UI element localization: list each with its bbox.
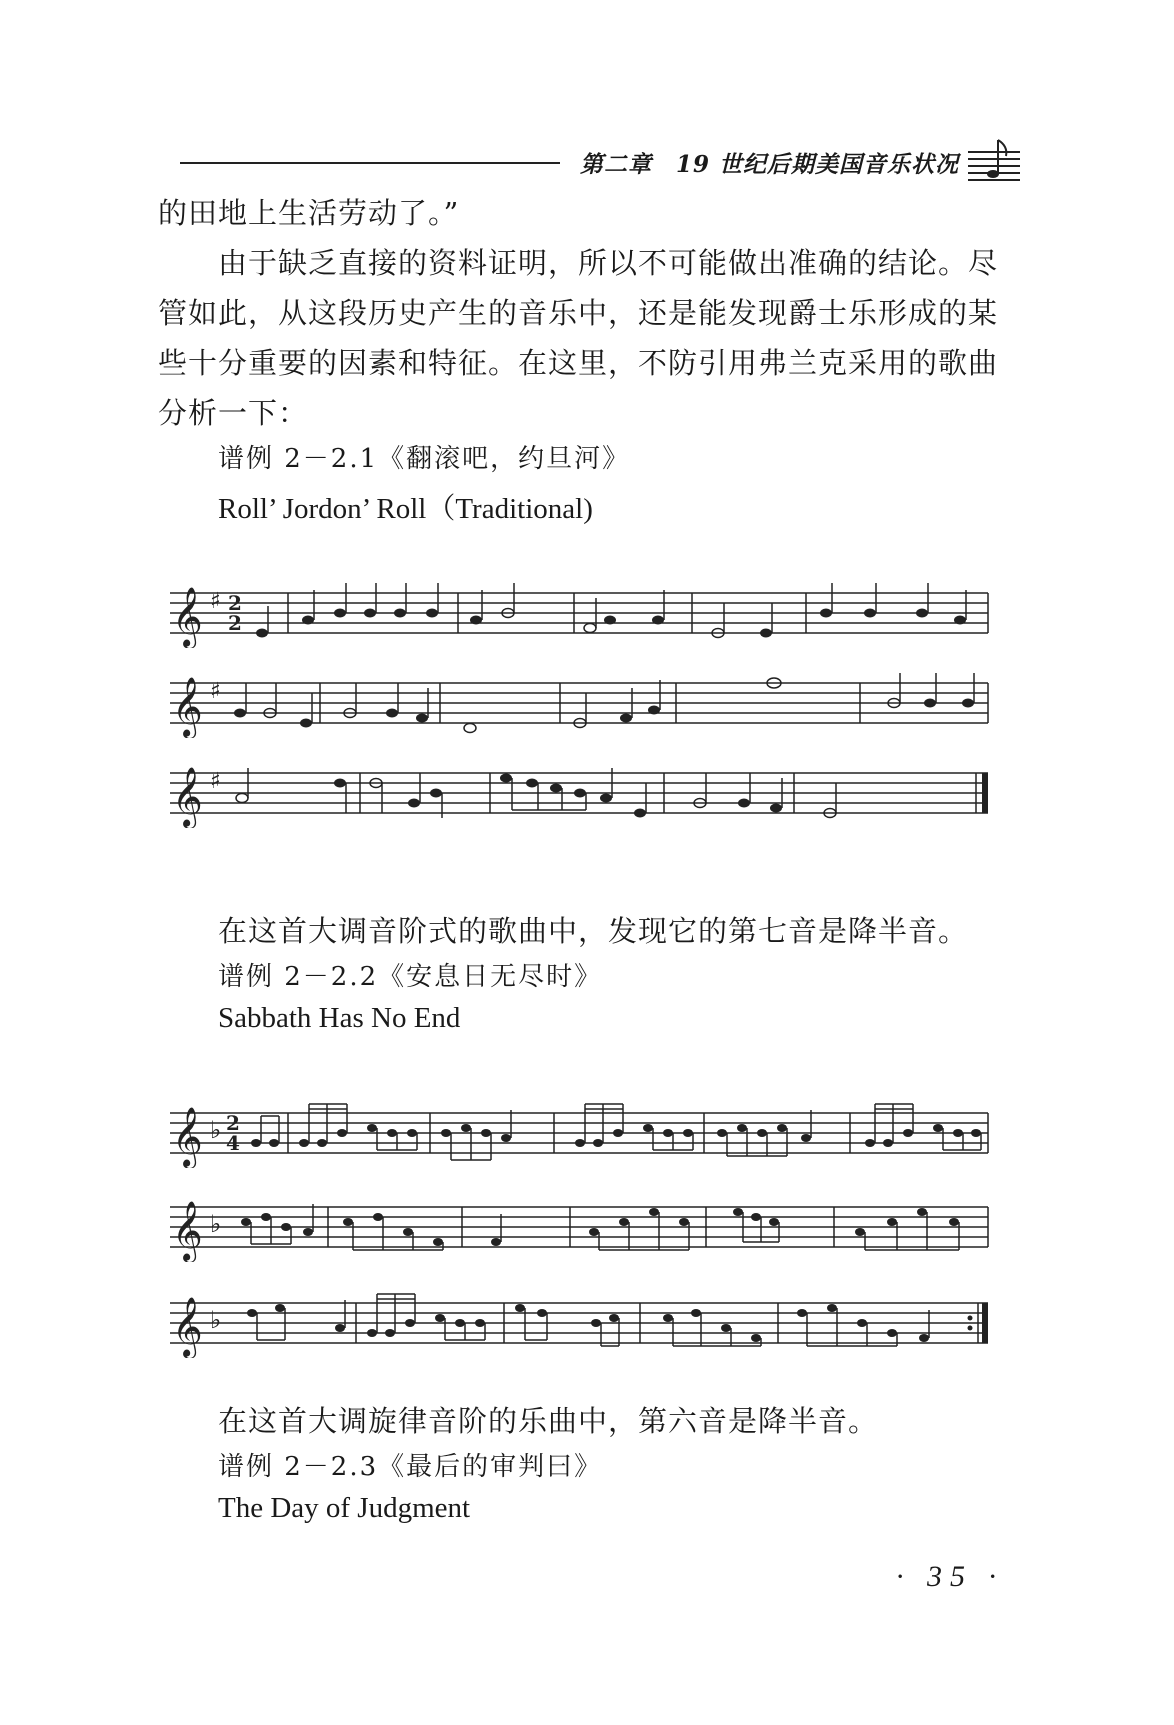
paragraph-line: 些十分重要的因素和特征。在这里，不防引用弗兰克采用的歌曲: [158, 346, 999, 380]
music-staff: [170, 1098, 1000, 1168]
svg-text:♭: ♭: [210, 1116, 222, 1144]
example-caption: 谱例 2－2.2《安息日无尽时》: [218, 962, 603, 992]
example-caption: 谱例 2－2.3《最后的审判曰》: [218, 1452, 603, 1482]
svg-text:♭: ♭: [210, 1210, 222, 1238]
example-caption: 谱例 2－2.1《翻滚吧，约旦河》: [218, 444, 631, 474]
svg-text:♯: ♯: [210, 769, 221, 794]
music-staff: [170, 668, 1000, 738]
svg-text:♭: ♭: [210, 1306, 222, 1334]
music-staff: [170, 1288, 1000, 1358]
music-note-staff-icon: [968, 138, 1020, 182]
svg-text:2: 2: [228, 591, 242, 615]
running-header-title: 第二章 19 世纪后期美国音乐状况: [580, 151, 960, 178]
svg-text:𝄞: 𝄞: [172, 677, 203, 737]
svg-text:♯: ♯: [210, 679, 221, 704]
svg-text:𝄞: 𝄞: [172, 587, 203, 647]
svg-text:♯: ♯: [210, 589, 221, 614]
page-number: · 35 ·: [896, 1560, 1004, 1593]
music-staff: [170, 1192, 1000, 1262]
example-title-english: The Day of Judgment: [218, 1492, 471, 1524]
header-rule: [180, 162, 560, 164]
svg-text:𝄞: 𝄞: [172, 767, 203, 827]
svg-text:4: 4: [226, 1131, 240, 1155]
example-description: 在这首大调音阶式的歌曲中，发现它的第七音是降半音。: [218, 914, 969, 948]
text-line-continuation: 的田地上生活劳动了。”: [158, 196, 460, 230]
svg-text:𝄞: 𝄞: [172, 1107, 203, 1167]
example-title-english: Sabbath Has No End: [218, 1002, 461, 1034]
paragraph-line: 管如此，从这段历史产生的音乐中，还是能发现爵士乐形成的某: [158, 296, 999, 330]
example-description: 在这首大调旋律音阶的乐曲中，第六音是降半音。: [218, 1404, 879, 1438]
example-title-english: Roll’ Jordon’ Roll（Traditional): [218, 493, 593, 525]
music-staff: [170, 758, 1000, 828]
paragraph-line: 分析一下：: [158, 396, 309, 430]
music-staff: [170, 578, 1000, 648]
svg-text:𝄞: 𝄞: [172, 1297, 203, 1357]
svg-text:𝄞: 𝄞: [172, 1201, 203, 1261]
svg-text:2: 2: [228, 611, 242, 635]
paragraph-line: 由于缺乏直接的资料证明，所以不可能做出准确的结论。尽: [218, 246, 999, 280]
svg-text:2: 2: [226, 1111, 240, 1135]
